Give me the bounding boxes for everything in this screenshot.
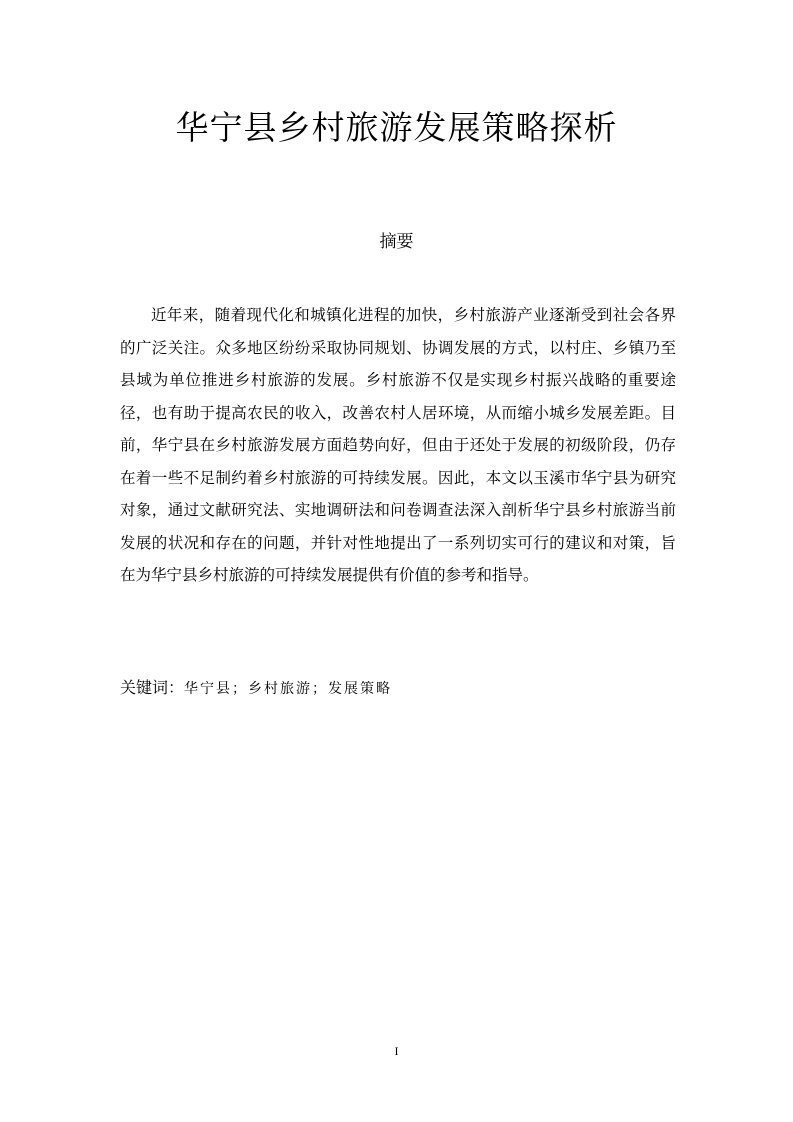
keywords-values: 华宁县；乡村旅游；发展策略 — [184, 681, 393, 697]
keywords-line — [120, 674, 676, 703]
abstract-body: 近年来，随着现代化和城镇化进程的加快，乡村旅游产业逐渐受到社会各界的广泛关注。众多地区纷纷采取协同规划、协调发展的方式，以村庄、乡镇乃至县域为单位推进乡村旅游的发展。乡村旅游不仅是实现乡村振兴战略的重要途径，也有助于提高农民的收入，改善农村人居环境，从而缩小城乡发展差距。目前，华宁县在乡村旅游发展方面趋势向好，但由于还处于发展的初级阶段，仍存在着一些不足制约着乡村旅游的可持续发展。因此，本文以玉溪市华宁县为研究对象，通过文献研究法、实地调研法和问卷调查法深入剖析华宁县乡村旅游当前发展的状况和存在的问题，并针对性地提出了一系列切实可行的建议和对策，旨在为华宁县乡村旅游的可持续发展提供有价值的参考和指导。 — [120, 306, 676, 584]
document-title: 华宁县乡村旅游发展策略探析 — [175, 108, 618, 147]
abstract-heading: 摘要 — [379, 232, 414, 252]
keywords-label: 关键词： — [120, 678, 185, 697]
page-number: I — [394, 1044, 399, 1058]
